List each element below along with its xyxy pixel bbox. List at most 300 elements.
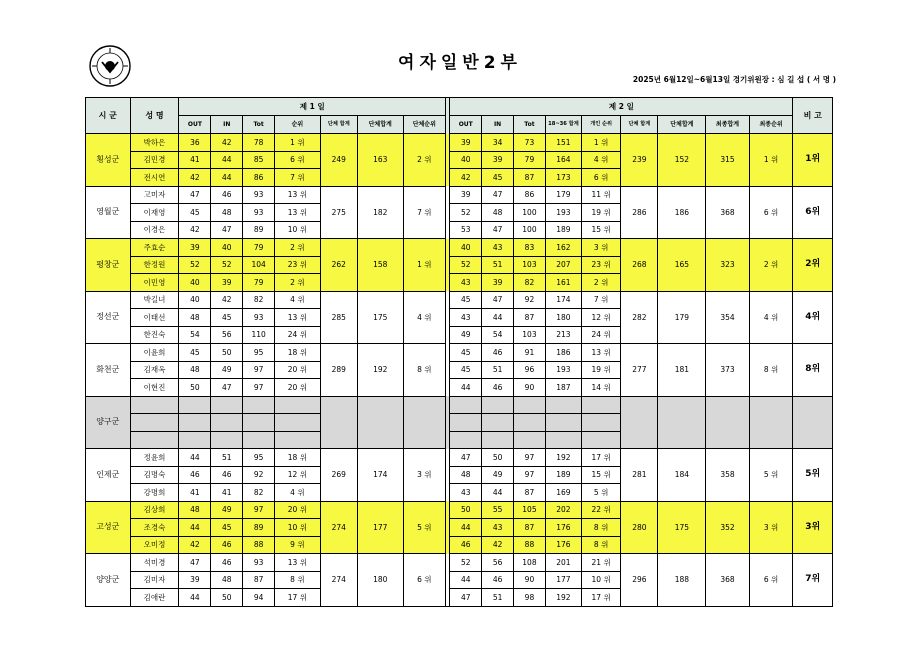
d2-out: [450, 431, 482, 449]
d2-in: 34: [482, 134, 514, 152]
d2-sum36: [545, 396, 581, 414]
d2-out: 45: [450, 291, 482, 309]
d1-team-sum: 158: [357, 239, 403, 292]
d1-team-rank: 4 위: [403, 291, 446, 344]
header-d2-indiv-rank: 개인 순위: [581, 116, 620, 134]
d2-tot: [514, 414, 546, 432]
county-cell: 고성군: [86, 501, 131, 554]
county-cell: 양양군: [86, 554, 131, 607]
d2-tot: 87: [514, 519, 546, 537]
d2-in: 46: [482, 571, 514, 589]
header-note: 비 고: [793, 98, 833, 134]
d2-rank: 4 위: [581, 151, 620, 169]
d2-in: 54: [482, 326, 514, 344]
d2-out: 39: [450, 134, 482, 152]
table-row: [86, 554, 833, 572]
d1-in: 47: [211, 221, 243, 239]
d1-out: 39: [179, 239, 211, 257]
d2-in: 56: [482, 554, 514, 572]
final-rank: 5 위: [749, 449, 793, 502]
d1-out: 52: [179, 256, 211, 274]
d1-in: 50: [211, 589, 243, 607]
d2-out: 53: [450, 221, 482, 239]
d1-out: [179, 414, 211, 432]
player-name: 전시연: [130, 169, 179, 187]
d2-tot: 87: [514, 309, 546, 327]
player-name: 박하은: [130, 134, 179, 152]
competition-info: 2025년 6월12일~6월13일 경기위원장 : 심 길 섭 ( 서 명 ): [632, 75, 836, 84]
table-row: [86, 344, 833, 362]
final-sum: 368: [706, 554, 750, 607]
county-cell: 화천군: [86, 344, 131, 397]
d1-rank: 13 위: [275, 554, 321, 572]
d2-rank: 2 위: [581, 274, 620, 292]
final-note: 5위: [793, 449, 833, 502]
d1-out: 40: [179, 291, 211, 309]
d1-tot: 97: [243, 379, 275, 397]
player-name: 한진숙: [130, 326, 179, 344]
final-rank: 6 위: [749, 554, 793, 607]
d2-sum36: [545, 414, 581, 432]
d1-team-rank: 8 위: [403, 344, 446, 397]
d1-team-sum: 177: [357, 501, 403, 554]
d1-team-sum: 192: [357, 344, 403, 397]
d2-tot: 103: [514, 326, 546, 344]
d1-tot: [243, 431, 275, 449]
d1-tot: 95: [243, 344, 275, 362]
d2-out: 43: [450, 274, 482, 292]
d2-in: 48: [482, 204, 514, 222]
d2-in: 47: [482, 291, 514, 309]
d2-tot: 105: [514, 501, 546, 519]
d1-in: 50: [211, 344, 243, 362]
d1-team-total: 269: [320, 449, 357, 502]
player-name: 김민경: [130, 151, 179, 169]
table-row: [86, 449, 833, 467]
d2-rank: 6 위: [581, 169, 620, 187]
d1-out: 48: [179, 309, 211, 327]
d2-rank: 17 위: [581, 589, 620, 607]
d2-rank: [581, 396, 620, 414]
d1-in: 44: [211, 169, 243, 187]
final-note: 7위: [793, 554, 833, 607]
d2-rank: 23 위: [581, 256, 620, 274]
d1-in: 44: [211, 151, 243, 169]
county-cell: 평창군: [86, 239, 131, 292]
d2-in: 50: [482, 449, 514, 467]
d2-sum36: 207: [545, 256, 581, 274]
d2-out: 44: [450, 519, 482, 537]
d2-team-sum: 152: [658, 134, 706, 187]
d2-out: 40: [450, 239, 482, 257]
d1-team-sum: [357, 396, 403, 449]
d2-out: 52: [450, 554, 482, 572]
d1-tot: 93: [243, 554, 275, 572]
d2-tot: [514, 431, 546, 449]
d2-team-total: 280: [621, 501, 658, 554]
d1-rank: [275, 414, 321, 432]
d2-team-total: 239: [621, 134, 658, 187]
header-d1-tot: Tot: [243, 116, 275, 134]
d1-out: 41: [179, 484, 211, 502]
d2-in: [482, 431, 514, 449]
table-row: [86, 291, 833, 309]
final-note: 3위: [793, 501, 833, 554]
d1-tot: 85: [243, 151, 275, 169]
d1-out: 48: [179, 361, 211, 379]
page-title: 여자일반2부: [398, 53, 522, 73]
final-note: 4위: [793, 291, 833, 344]
d2-rank: 7 위: [581, 291, 620, 309]
d2-sum36: 174: [545, 291, 581, 309]
header-d1-team-sum: 단체합계: [357, 116, 403, 134]
header-d1-team-total: 단체 합계: [320, 116, 357, 134]
d1-team-sum: 180: [357, 554, 403, 607]
d1-tot: [243, 396, 275, 414]
d1-rank: 20 위: [275, 501, 321, 519]
d1-in: [211, 431, 243, 449]
d2-in: 47: [482, 186, 514, 204]
d2-out: 46: [450, 536, 482, 554]
d2-sum36: 193: [545, 204, 581, 222]
player-name: 석미경: [130, 554, 179, 572]
d1-out: 40: [179, 274, 211, 292]
d1-rank: 9 위: [275, 536, 321, 554]
d1-team-total: [320, 396, 357, 449]
d2-in: 51: [482, 361, 514, 379]
d1-rank: 8 위: [275, 571, 321, 589]
final-note: 1위: [793, 134, 833, 187]
d1-in: [211, 414, 243, 432]
d2-team-total: [621, 396, 658, 449]
d1-team-rank: [403, 396, 446, 449]
d2-out: [450, 396, 482, 414]
d2-out: 45: [450, 361, 482, 379]
player-name: 한정원: [130, 256, 179, 274]
d2-sum36: 176: [545, 536, 581, 554]
d2-rank: 22 위: [581, 501, 620, 519]
d1-out: 39: [179, 571, 211, 589]
player-name: 김명숙: [130, 466, 179, 484]
d1-out: 44: [179, 449, 211, 467]
d2-tot: 91: [514, 344, 546, 362]
d2-tot: 97: [514, 449, 546, 467]
d1-out: 42: [179, 536, 211, 554]
header-final-sum: 최종합계: [706, 116, 750, 134]
d2-sum36: 151: [545, 134, 581, 152]
d2-sum36: 192: [545, 589, 581, 607]
d1-in: 40: [211, 239, 243, 257]
player-name: 이윤희: [130, 344, 179, 362]
d1-team-rank: 2 위: [403, 134, 446, 187]
d1-tot: 78: [243, 134, 275, 152]
d1-tot: 89: [243, 519, 275, 537]
d1-tot: 110: [243, 326, 275, 344]
d1-rank: 24 위: [275, 326, 321, 344]
d2-tot: [514, 396, 546, 414]
d2-rank: 13 위: [581, 344, 620, 362]
final-sum: 352: [706, 501, 750, 554]
final-rank: 4 위: [749, 291, 793, 344]
d1-in: 48: [211, 204, 243, 222]
d2-team-total: 277: [621, 344, 658, 397]
player-name: 고미자: [130, 186, 179, 204]
d2-rank: 19 위: [581, 204, 620, 222]
header-d1-team-rank: 단체순위: [403, 116, 446, 134]
header-d2-team-total: 단체 합계: [621, 116, 658, 134]
d2-out: 49: [450, 326, 482, 344]
d1-tot: 82: [243, 484, 275, 502]
d2-out: 40: [450, 151, 482, 169]
d2-in: 43: [482, 519, 514, 537]
d2-out: 48: [450, 466, 482, 484]
d1-out: 46: [179, 466, 211, 484]
final-rank: 6 위: [749, 186, 793, 239]
d1-in: 39: [211, 274, 243, 292]
d2-sum36: 189: [545, 221, 581, 239]
d1-rank: 13 위: [275, 186, 321, 204]
final-sum: 358: [706, 449, 750, 502]
d2-rank: 17 위: [581, 449, 620, 467]
d2-team-sum: 175: [658, 501, 706, 554]
d1-rank: [275, 431, 321, 449]
d2-sum36: 189: [545, 466, 581, 484]
d2-in: 51: [482, 256, 514, 274]
d1-tot: 95: [243, 449, 275, 467]
d1-tot: 93: [243, 186, 275, 204]
d2-rank: 1 위: [581, 134, 620, 152]
d1-team-total: 289: [320, 344, 357, 397]
header-d1-rank: 순위: [275, 116, 321, 134]
d1-in: 46: [211, 466, 243, 484]
d1-in: 51: [211, 449, 243, 467]
d2-sum36: 201: [545, 554, 581, 572]
d1-tot: 97: [243, 361, 275, 379]
d1-out: 36: [179, 134, 211, 152]
d2-team-total: 286: [621, 186, 658, 239]
d1-tot: 93: [243, 204, 275, 222]
d2-in: 51: [482, 589, 514, 607]
d2-rank: 8 위: [581, 519, 620, 537]
player-name: 박길녀: [130, 291, 179, 309]
d2-tot: 100: [514, 221, 546, 239]
d2-in: [482, 414, 514, 432]
d1-rank: 2 위: [275, 239, 321, 257]
d1-out: 45: [179, 204, 211, 222]
d1-in: 45: [211, 309, 243, 327]
d2-out: 52: [450, 256, 482, 274]
player-name: 김재옥: [130, 361, 179, 379]
d2-sum36: 192: [545, 449, 581, 467]
player-name: 이재영: [130, 204, 179, 222]
header-d2-tot: Tot: [514, 116, 546, 134]
d1-tot: 79: [243, 274, 275, 292]
header-d2-36-sum: 18~36 합계: [545, 116, 581, 134]
d2-sum36: 193: [545, 361, 581, 379]
d1-tot: 82: [243, 291, 275, 309]
header-d1-in: IN: [211, 116, 243, 134]
player-name: 정윤희: [130, 449, 179, 467]
d2-sum36: 186: [545, 344, 581, 362]
d1-rank: 6 위: [275, 151, 321, 169]
table-row: [86, 186, 833, 204]
player-name: 이민영: [130, 274, 179, 292]
county-cell: 횡성군: [86, 134, 131, 187]
player-name: 강명희: [130, 484, 179, 502]
d2-team-total: 281: [621, 449, 658, 502]
d1-out: [179, 431, 211, 449]
table-row: [86, 396, 833, 414]
d2-team-sum: 186: [658, 186, 706, 239]
d1-rank: 1 위: [275, 134, 321, 152]
d2-out: 42: [450, 169, 482, 187]
header-d2-team-sum: 단체합계: [658, 116, 706, 134]
d2-rank: 15 위: [581, 466, 620, 484]
player-name: [130, 431, 179, 449]
d2-out: 47: [450, 449, 482, 467]
d2-sum36: 173: [545, 169, 581, 187]
d1-tot: 93: [243, 309, 275, 327]
player-name: 조경숙: [130, 519, 179, 537]
d2-sum36: 213: [545, 326, 581, 344]
d2-rank: 21 위: [581, 554, 620, 572]
d2-out: 43: [450, 484, 482, 502]
d1-team-total: 274: [320, 501, 357, 554]
d2-in: 42: [482, 536, 514, 554]
d2-tot: 86: [514, 186, 546, 204]
d2-rank: 8 위: [581, 536, 620, 554]
d1-in: 46: [211, 554, 243, 572]
player-name: 김미자: [130, 571, 179, 589]
d1-out: 42: [179, 221, 211, 239]
player-name: [130, 396, 179, 414]
player-name: 이현진: [130, 379, 179, 397]
d2-team-total: 296: [621, 554, 658, 607]
d1-rank: 17 위: [275, 589, 321, 607]
final-sum: 323: [706, 239, 750, 292]
d2-tot: 87: [514, 169, 546, 187]
d2-tot: 82: [514, 274, 546, 292]
d2-rank: 19 위: [581, 361, 620, 379]
d1-in: 45: [211, 519, 243, 537]
table-row: [86, 501, 833, 519]
d2-tot: 97: [514, 466, 546, 484]
final-note: 6위: [793, 186, 833, 239]
d2-out: 39: [450, 186, 482, 204]
d1-rank: 10 위: [275, 519, 321, 537]
d1-out: 42: [179, 169, 211, 187]
d2-team-sum: [658, 396, 706, 449]
d1-rank: 13 위: [275, 204, 321, 222]
d2-sum36: 169: [545, 484, 581, 502]
d2-team-sum: 179: [658, 291, 706, 344]
d2-tot: 88: [514, 536, 546, 554]
player-name: 이태선: [130, 309, 179, 327]
header-day2: 제 2 일: [450, 98, 793, 116]
d2-in: 46: [482, 344, 514, 362]
d1-team-total: 285: [320, 291, 357, 344]
d1-tot: 88: [243, 536, 275, 554]
d2-in: [482, 396, 514, 414]
table-row: [86, 134, 833, 152]
d1-in: 47: [211, 379, 243, 397]
final-note: [793, 396, 833, 449]
d2-rank: 24 위: [581, 326, 620, 344]
d1-out: 54: [179, 326, 211, 344]
d1-out: 44: [179, 519, 211, 537]
d1-out: 41: [179, 151, 211, 169]
d2-out: 44: [450, 379, 482, 397]
d2-out: 50: [450, 501, 482, 519]
d2-tot: 92: [514, 291, 546, 309]
d1-tot: 94: [243, 589, 275, 607]
d1-in: 52: [211, 256, 243, 274]
d2-sum36: 179: [545, 186, 581, 204]
d2-sum36: 187: [545, 379, 581, 397]
d2-rank: 5 위: [581, 484, 620, 502]
d2-sum36: 161: [545, 274, 581, 292]
d2-tot: 83: [514, 239, 546, 257]
d2-team-sum: 184: [658, 449, 706, 502]
d1-tot: 97: [243, 501, 275, 519]
final-rank: 2 위: [749, 239, 793, 292]
player-name: 주효순: [130, 239, 179, 257]
player-name: 김상희: [130, 501, 179, 519]
d1-in: 48: [211, 571, 243, 589]
d1-team-rank: 5 위: [403, 501, 446, 554]
d1-rank: 18 위: [275, 344, 321, 362]
d1-tot: 104: [243, 256, 275, 274]
d2-out: 43: [450, 309, 482, 327]
d1-rank: 13 위: [275, 309, 321, 327]
final-rank: 8 위: [749, 344, 793, 397]
d2-tot: 103: [514, 256, 546, 274]
d1-tot: [243, 414, 275, 432]
d2-tot: 79: [514, 151, 546, 169]
final-rank: 1 위: [749, 134, 793, 187]
d1-out: 45: [179, 344, 211, 362]
county-cell: 정선군: [86, 291, 131, 344]
header-name: 성 명: [130, 98, 179, 134]
d1-in: 49: [211, 501, 243, 519]
d2-sum36: 180: [545, 309, 581, 327]
d1-rank: 7 위: [275, 169, 321, 187]
d1-team-rank: 7 위: [403, 186, 446, 239]
header-county: 시 군: [86, 98, 131, 134]
d2-tot: 90: [514, 379, 546, 397]
d2-rank: [581, 431, 620, 449]
d1-rank: 20 위: [275, 379, 321, 397]
d1-in: 49: [211, 361, 243, 379]
d2-in: 44: [482, 484, 514, 502]
d2-in: 49: [482, 466, 514, 484]
d2-rank: 10 위: [581, 571, 620, 589]
final-sum: 315: [706, 134, 750, 187]
d2-rank: 14 위: [581, 379, 620, 397]
d1-in: 42: [211, 291, 243, 309]
d2-rank: 12 위: [581, 309, 620, 327]
d1-out: 47: [179, 186, 211, 204]
d1-rank: 2 위: [275, 274, 321, 292]
d2-rank: [581, 414, 620, 432]
header-d2-out: OUT: [450, 116, 482, 134]
d1-team-sum: 163: [357, 134, 403, 187]
d2-sum36: 164: [545, 151, 581, 169]
d2-rank: 15 위: [581, 221, 620, 239]
d2-in: 39: [482, 151, 514, 169]
d1-rank: 23 위: [275, 256, 321, 274]
d2-team-total: 268: [621, 239, 658, 292]
